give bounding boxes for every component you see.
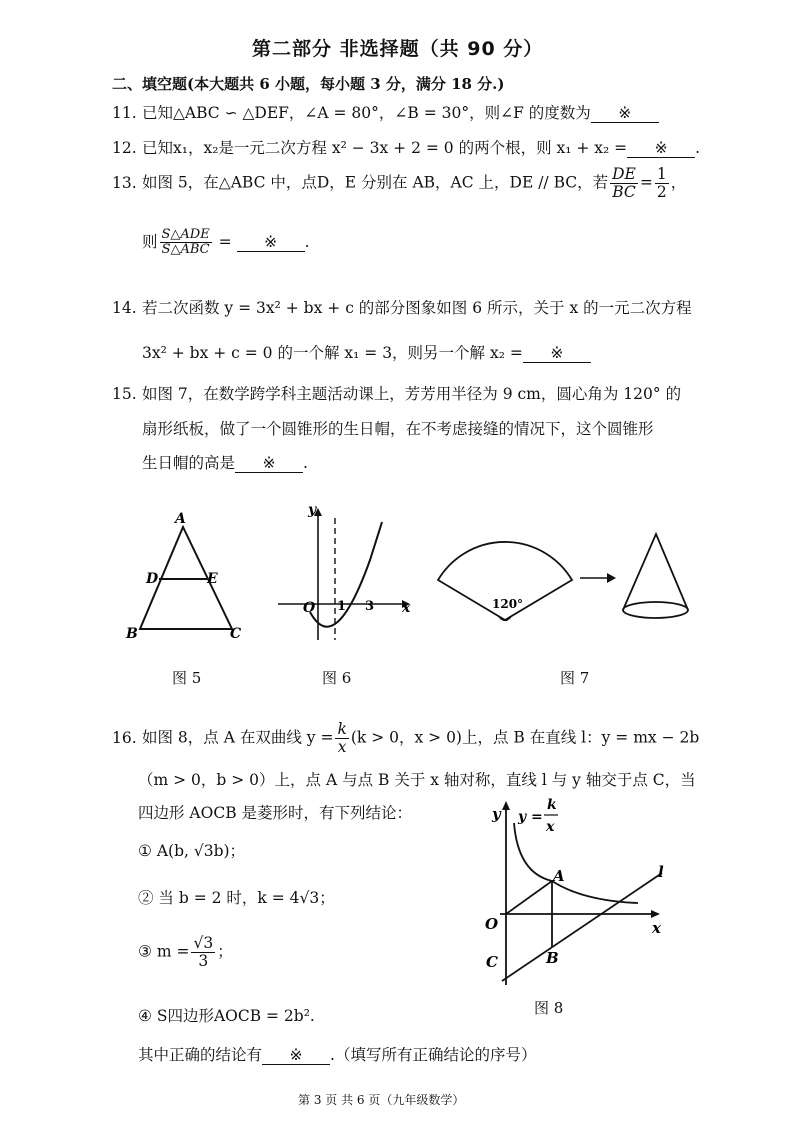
question-16-line2: （m > 0，b > 0）上，点 A 与点 B 关于 x 轴对称，直线 l 与 y 轴交于点 C，当 bbox=[138, 771, 696, 789]
y-axis-arrow-icon bbox=[502, 801, 510, 810]
figure-7-sector-cone bbox=[430, 520, 700, 640]
fraction-area-ratio: $\frac{\text{S△ADE}}{\text{S△ABC}}$ bbox=[161, 227, 210, 258]
question-12: 12. 已知x₁，x₂是一元二次方程 x² − 3x + 2 = 0 的两个根，则 x₁ + x₂ = ※ . bbox=[112, 139, 701, 157]
figure-5-triangle bbox=[120, 505, 260, 655]
figure-5-caption: 图 5 bbox=[172, 669, 202, 687]
question-15 bbox=[112, 382, 681, 404]
fraction-one-half: $\frac{1}{2}$ bbox=[656, 165, 667, 202]
angle-label: 120° bbox=[492, 597, 524, 611]
figure-6-caption: 图 6 bbox=[322, 669, 352, 687]
label-c: C bbox=[486, 953, 498, 971]
label-o: O bbox=[485, 915, 499, 933]
label-b: B bbox=[126, 626, 138, 642]
question-16: 16. 如图 8，点 A 在双曲线 y = $\frac{k}{x}$ (k > 0，x > 0)上，点 B 在直线 l：y = mx − 2b bbox=[112, 720, 700, 757]
x-axis-arrow-icon bbox=[651, 910, 660, 918]
question-number: 13. bbox=[112, 173, 137, 192]
answer-blank: ※ bbox=[627, 139, 695, 158]
question-number: 16. bbox=[112, 728, 137, 747]
cone-base bbox=[623, 602, 688, 618]
label-a: A bbox=[553, 867, 565, 885]
conclusion-4: ④ S四边形AOCB = 2b². bbox=[138, 1007, 315, 1025]
hyperbola-eq-denominator: x bbox=[546, 819, 555, 835]
label-o: O bbox=[303, 600, 316, 616]
hyperbola-eq: y = bbox=[518, 809, 543, 825]
question-13-line2: 则 $\frac{\text{S△ADE}}{\text{S△ABC}}$ = ※ . bbox=[142, 227, 310, 258]
answer-blank: ※ bbox=[523, 344, 591, 363]
cone-sides bbox=[623, 534, 688, 610]
arrow-right-icon bbox=[607, 573, 616, 583]
answer-blank: ※ bbox=[591, 104, 659, 123]
question-14 bbox=[112, 296, 692, 318]
segment-oa bbox=[506, 881, 552, 914]
label-c: C bbox=[230, 626, 242, 642]
section-header: 二、填空题(本大题共 6 小题，每小题 3 分，满分 18 分.) bbox=[112, 75, 505, 93]
tick-1: 1 bbox=[337, 599, 347, 614]
label-a: A bbox=[175, 511, 186, 527]
question-number: 15. bbox=[112, 385, 137, 403]
question-number: 12. bbox=[112, 139, 137, 157]
tick-3: 3 bbox=[365, 599, 375, 614]
question-16-line3: 四边形 AOCB 是菱形时，有下列结论： bbox=[138, 804, 413, 822]
figure-8-hyperbola bbox=[478, 793, 688, 993]
hyperbola-curve bbox=[514, 823, 638, 903]
question-16-final: 其中正确的结论有 ※ .（填写所有正确结论的序号） bbox=[138, 1046, 537, 1064]
question-text: 若二次函数 y = 3x² + bx + c 的部分图象如图 6 所示，关于 x 的一元二次方程 bbox=[142, 299, 692, 317]
label-b: B bbox=[546, 949, 559, 967]
page-title: 第二部分 非选择题（共 90 分） bbox=[252, 38, 544, 60]
answer-blank: ※ bbox=[262, 1046, 330, 1065]
label-e: E bbox=[207, 571, 218, 587]
conclusion-1: ① A(b, √3b)； bbox=[138, 842, 246, 860]
fraction-sqrt3-3: $\frac{√3}{3}$ bbox=[193, 934, 214, 971]
question-text: 如图 5，在△ABC 中，点D，E 分别在 AB，AC 上，DE // BC，若 bbox=[142, 173, 609, 192]
question-15-line2: 扇形纸板，做了一个圆锥形的生日帽，在不考虑接缝的情况下，这个圆锥形 bbox=[142, 420, 654, 438]
hyperbola-eq-numerator: k bbox=[547, 797, 557, 813]
conclusion-3: ③ m = $\frac{√3}{3}$ ； bbox=[138, 934, 233, 971]
answer-blank: ※ bbox=[235, 454, 303, 473]
figure-6-parabola bbox=[270, 500, 420, 650]
page-footer: 第 3 页 共 6 页（九年级数学） bbox=[298, 1093, 465, 1107]
question-14-line2: 3x² + bx + c = 0 的一个解 x₁ = 3，则另一个解 x₂ = ※ bbox=[142, 341, 591, 363]
question-13: 13. 如图 5，在△ABC 中，点D，E 分别在 AB，AC 上，DE // BC，若 $\frac{DE}{BC}$ = $\frac{1}{2}$ ， bbox=[112, 165, 687, 202]
question-text: 已知△ABC ∽ △DEF，∠A = 80°，∠B = 30°，则∠F 的度数为 bbox=[142, 104, 591, 122]
answer-blank: ※ bbox=[237, 233, 305, 252]
question-number: 14. bbox=[112, 299, 137, 317]
question-text: 已知x₁，x₂是一元二次方程 x² − 3x + 2 = 0 的两个根，则 x₁ + x₂ = bbox=[142, 139, 628, 157]
question-text: 如图 7，在数学跨学科主题活动课上，芳芳用半径为 9 cm，圆心角为 120° 的 bbox=[142, 385, 682, 403]
line-l bbox=[502, 873, 662, 981]
question-number: 11. bbox=[112, 104, 137, 122]
label-y: y bbox=[308, 502, 317, 518]
question-15-line3: 生日帽的高是 ※ . bbox=[142, 454, 308, 472]
figure-8-caption: 图 8 bbox=[534, 999, 564, 1017]
label-y: y bbox=[492, 805, 501, 823]
label-x: x bbox=[402, 600, 411, 616]
fraction-de-bc: $\frac{DE}{BC}$ bbox=[612, 165, 636, 202]
label-l: l bbox=[658, 863, 664, 881]
figure-7-caption: 图 7 bbox=[560, 669, 590, 687]
question-11 bbox=[112, 101, 659, 123]
label-x: x bbox=[652, 919, 661, 937]
fraction-k-x: $\frac{k}{x}$ bbox=[337, 720, 347, 757]
conclusion-2: ② 当 b = 2 时，k = 4√3； bbox=[138, 889, 335, 907]
label-d: D bbox=[146, 571, 159, 587]
